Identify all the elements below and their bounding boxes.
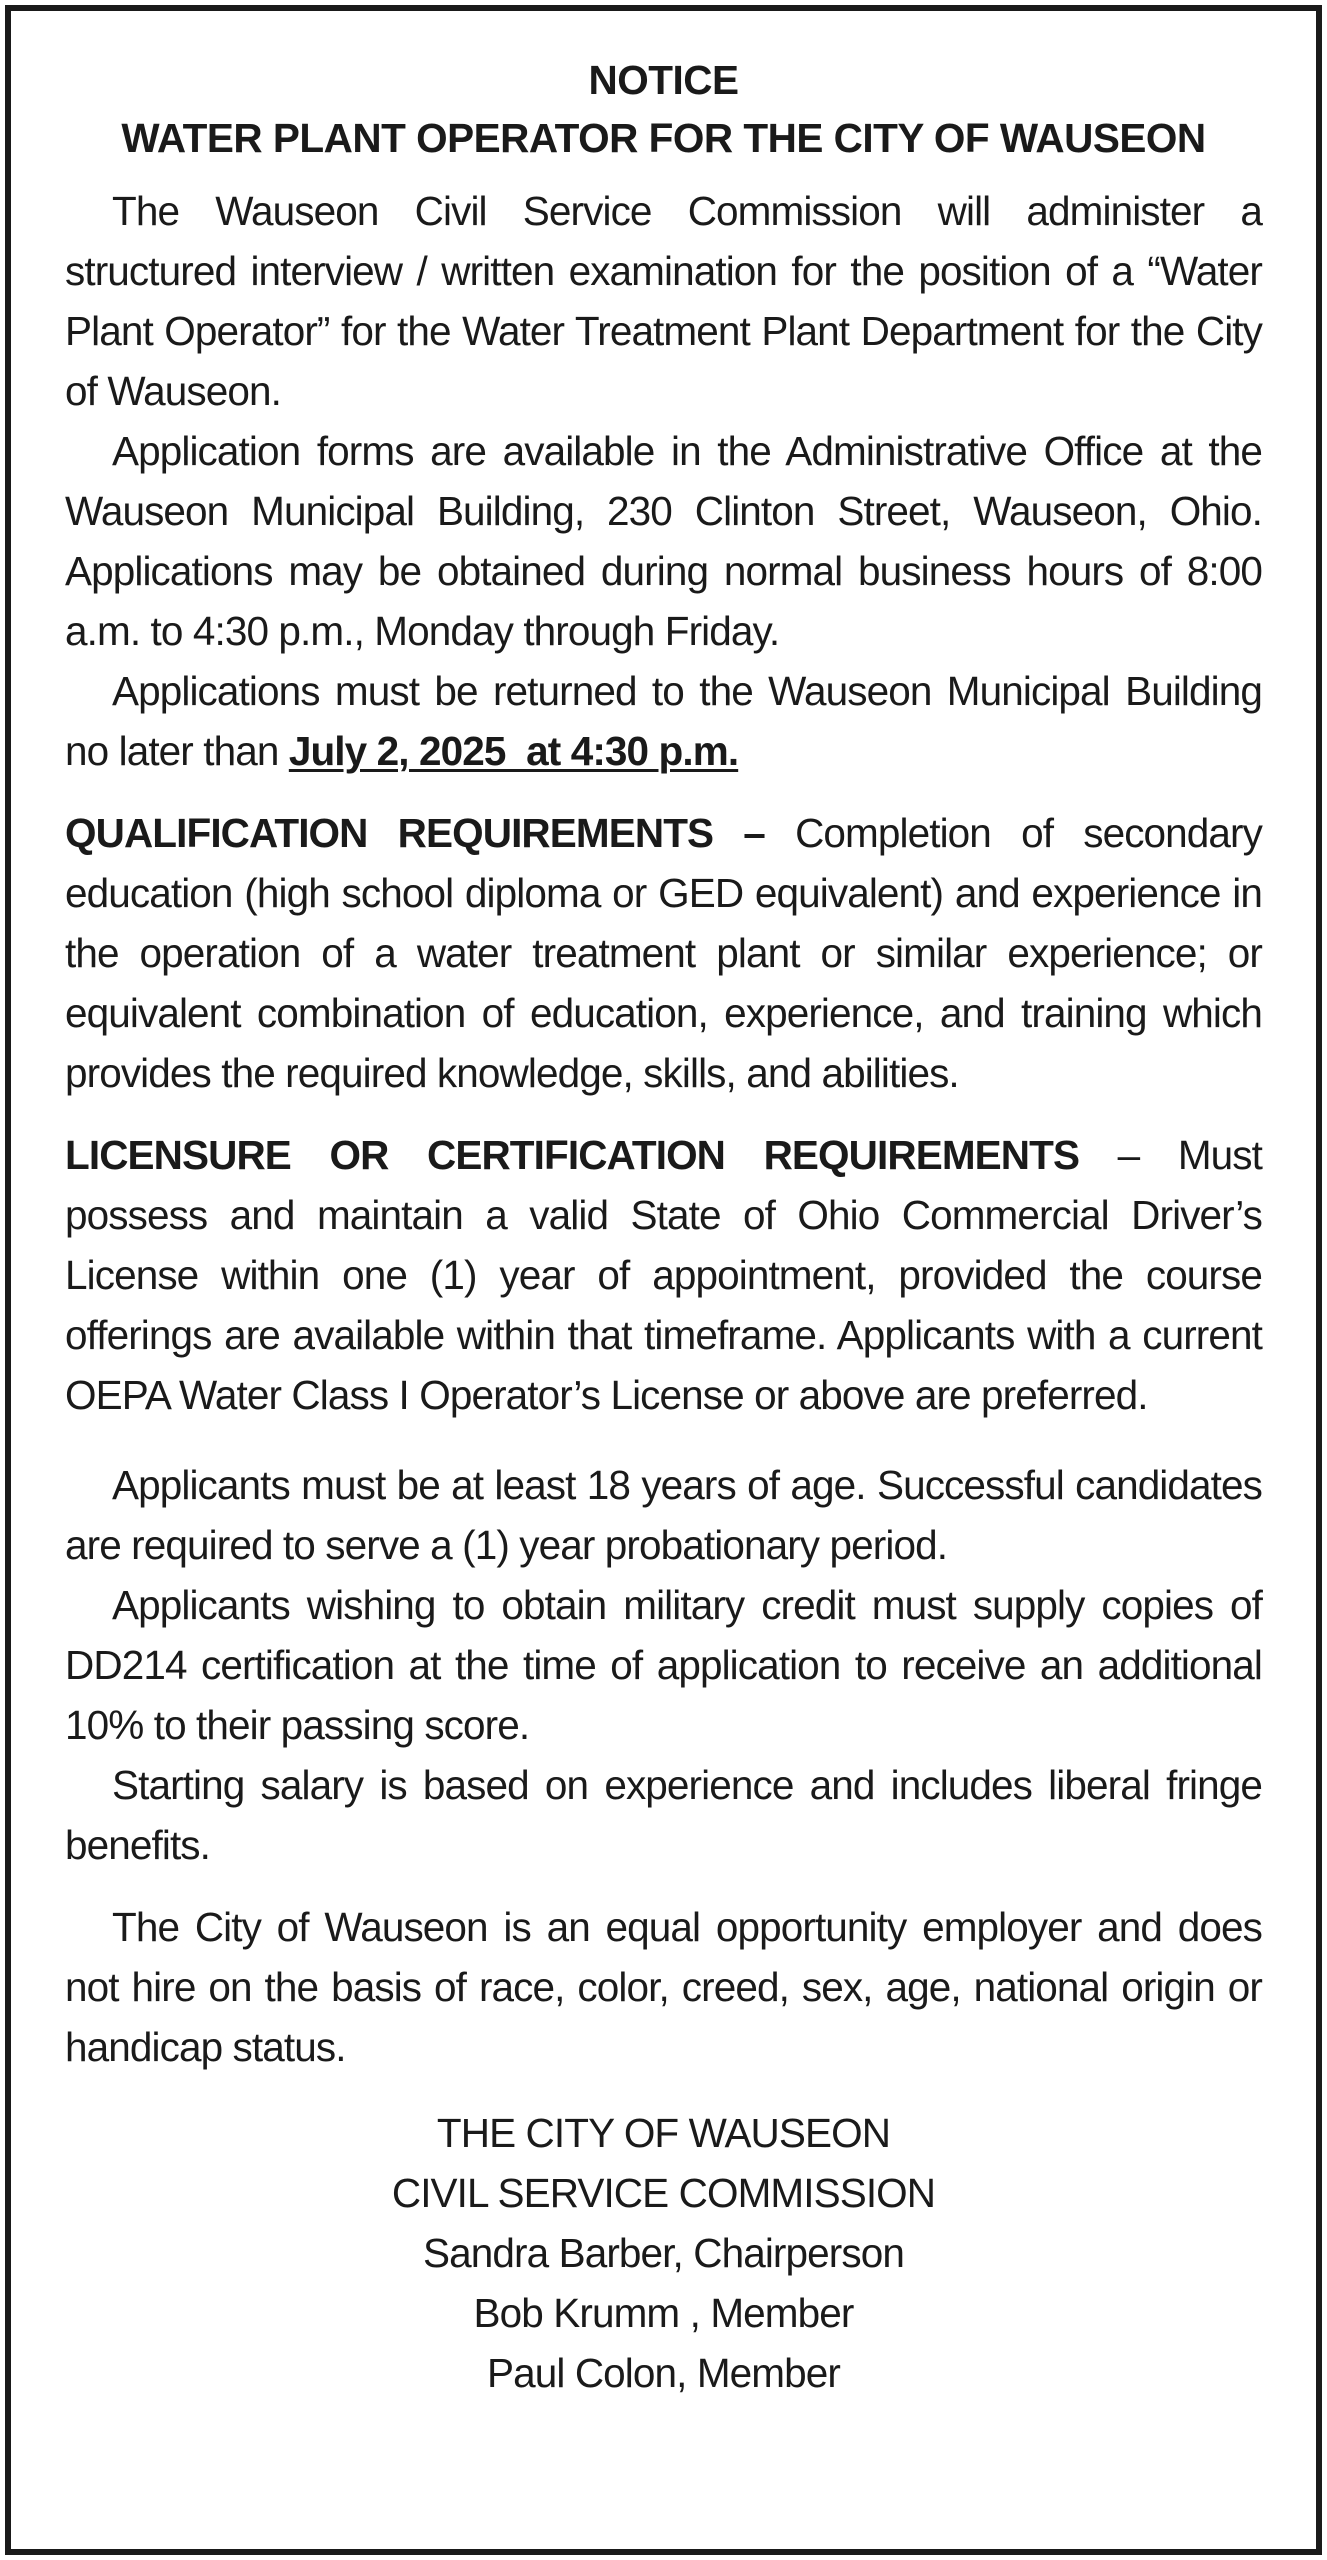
military-credit-paragraph: Applicants wishing to obtain military credit must supply copies of DD214 certification at the time of application to receive an additional 10% to their passing score.	[65, 1582, 1262, 1748]
signature-block	[65, 2103, 1262, 2403]
qualification-text: Completion of secondary education (high school diploma or GED equivalent) and experience in the operation of a water treatment plant or similar experience; or equivalent combination of education, experience, and training which provides the required knowledge, skills, and abilities.	[65, 810, 1262, 1096]
signature-commission: CIVIL SERVICE COMMISSION	[391, 2170, 936, 2216]
licensure-paragraph	[65, 1125, 1262, 1425]
salary-paragraph: Starting salary is based on experience and includes liberal fringe benefits.	[65, 1762, 1262, 1868]
licensure-heading: LICENSURE OR CERTIFICATION REQUIREMENTS	[65, 1132, 1080, 1178]
licensure-text: – Must possess and maintain a valid State of Ohio Commercial Driver’s License within one (1) year of appointment, provided the course offerings are available within that timeframe. Applicants with a current OEPA Water Class I Operator’s License or above are preferred.	[65, 1132, 1262, 1418]
notice-title	[65, 51, 1262, 167]
notice-body	[65, 51, 1262, 2403]
qualification-heading: QUALIFICATION REQUIREMENTS –	[65, 810, 765, 856]
signature-member-1: Bob Krumm , Member	[473, 2290, 854, 2336]
signature-chairperson: Sandra Barber, Chairperson	[423, 2230, 904, 2276]
intro-paragraph: The Wauseon Civil Service Commission will administer a structured interview / written examination for the position of a “Water Plant Operator” for the Water Treatment Plant Department for the City of Wauseon.	[65, 188, 1262, 414]
qualification-paragraph	[65, 803, 1262, 1103]
signature-member-2: Paul Colon, Member	[487, 2350, 840, 2396]
application-forms-paragraph: Application forms are available in the Administrative Office at the Wauseon Municipal Building, 230 Clinton Street, Wauseon, Ohio. Applications may be obtained during normal business hours of 8:00 a.m. to 4:30 p.m., Monday through Friday.	[65, 428, 1262, 654]
signature-city: THE CITY OF WAUSEON	[436, 2110, 891, 2156]
title-notice: NOTICE	[588, 57, 739, 103]
notice-border	[5, 5, 1322, 2555]
age-paragraph: Applicants must be at least 18 years of age. Successful candidates are required to serve a (1) year probationary period.	[65, 1462, 1262, 1568]
title-position: WATER PLANT OPERATOR FOR THE CITY OF WAUSEON	[121, 115, 1206, 161]
equal-opportunity-paragraph: The City of Wauseon is an equal opportunity employer and does not hire on the basis of race, color, creed, sex, age, national origin or handicap status.	[65, 1904, 1262, 2070]
return-deadline-paragraph	[65, 661, 1262, 781]
return-text: Applications must be returned to the Wauseon Municipal Building no later than	[65, 668, 1262, 774]
deadline-date: July 2, 2025 at 4:30 p.m.	[288, 728, 739, 774]
